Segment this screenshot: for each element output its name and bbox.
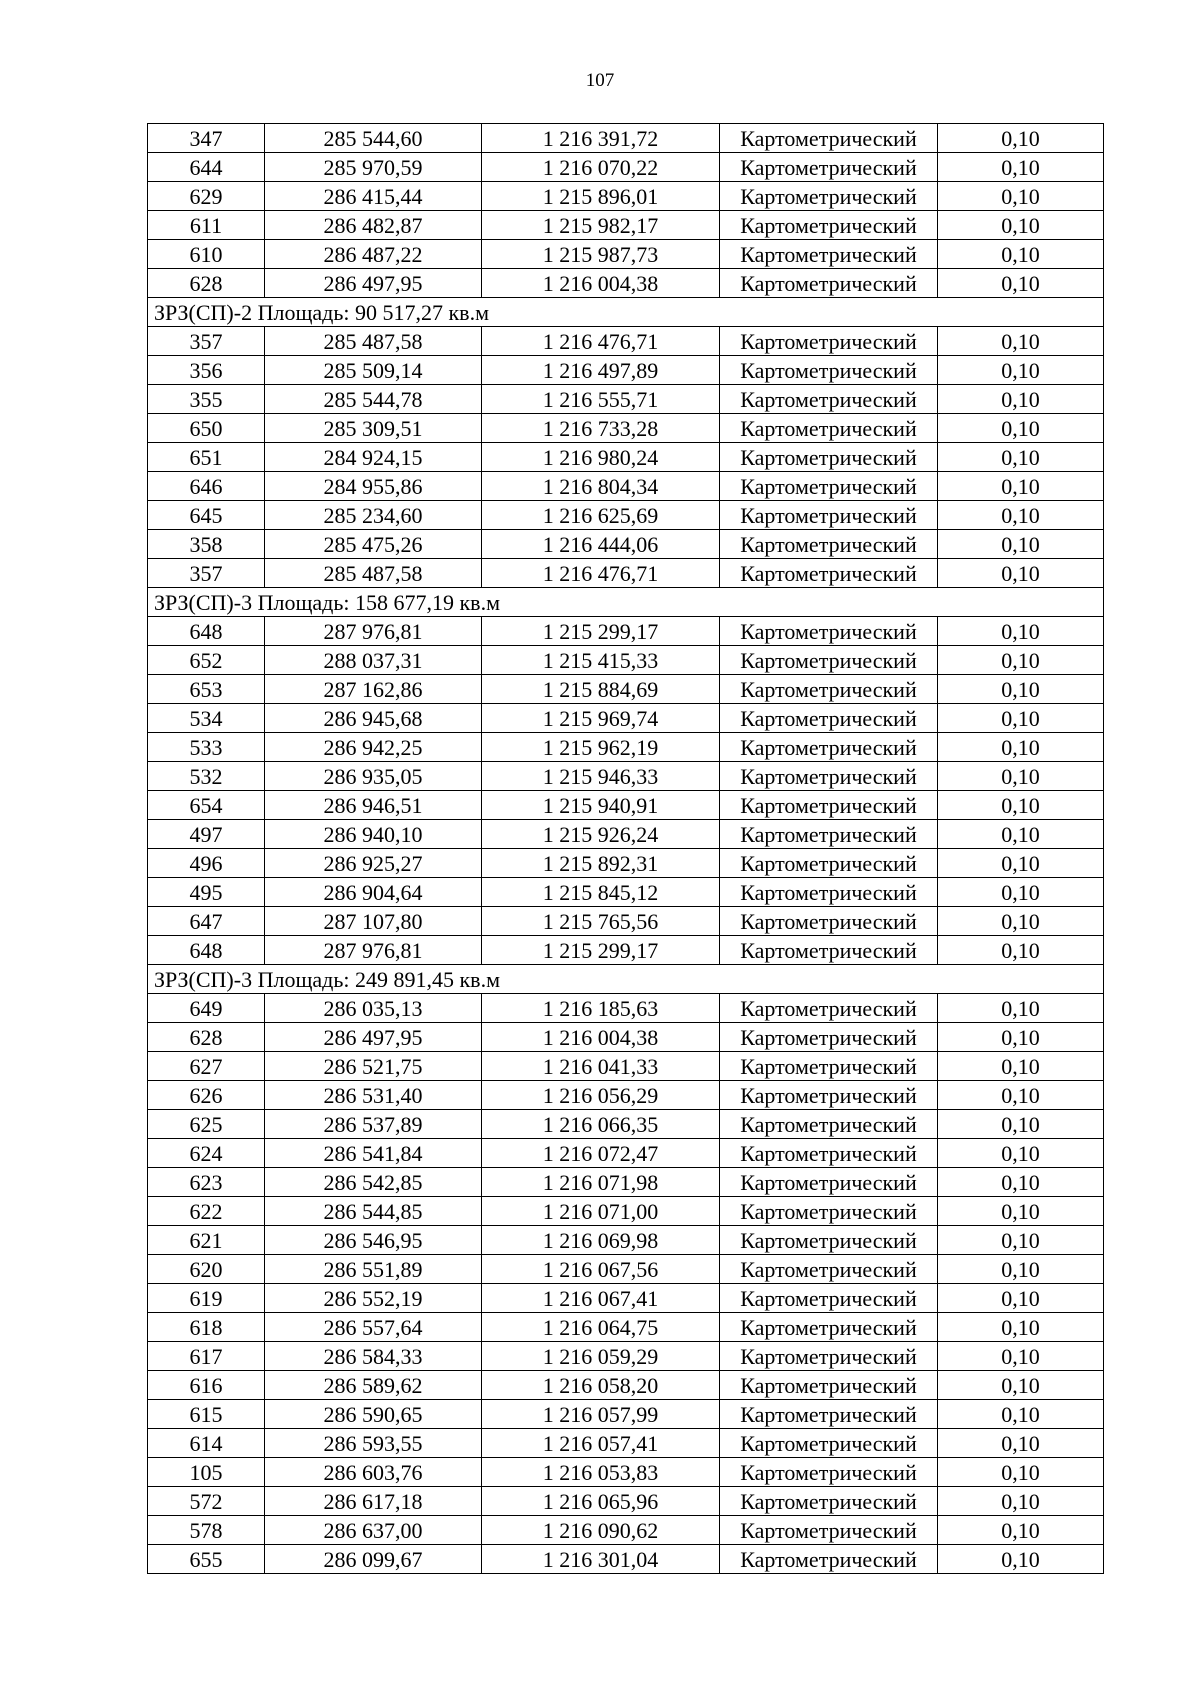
section-title: ЗРЗ(СП)-2 Площадь: 90 517,27 кв.м — [148, 298, 1104, 327]
point-number-cell: 644 — [148, 153, 265, 182]
x-coordinate-cell: 286 487,22 — [265, 240, 482, 269]
method-cell: Картометрический — [720, 1081, 938, 1110]
method-cell: Картометрический — [720, 1255, 938, 1284]
point-number-cell: 655 — [148, 1545, 265, 1574]
x-coordinate-cell: 286 593,55 — [265, 1429, 482, 1458]
method-cell: Картометрический — [720, 849, 938, 878]
accuracy-cell: 0,10 — [938, 211, 1104, 240]
method-cell: Картометрический — [720, 356, 938, 385]
accuracy-cell: 0,10 — [938, 733, 1104, 762]
table-row — [148, 1052, 1104, 1081]
table-row — [148, 153, 1104, 182]
x-coordinate-cell: 287 976,81 — [265, 617, 482, 646]
point-number-cell: 651 — [148, 443, 265, 472]
accuracy-cell: 0,10 — [938, 472, 1104, 501]
table-row — [148, 617, 1104, 646]
point-number-cell: 620 — [148, 1255, 265, 1284]
accuracy-cell: 0,10 — [938, 1545, 1104, 1574]
x-coordinate-cell: 286 603,76 — [265, 1458, 482, 1487]
x-coordinate-cell: 287 976,81 — [265, 936, 482, 965]
method-cell: Картометрический — [720, 646, 938, 675]
point-number-cell: 622 — [148, 1197, 265, 1226]
method-cell: Картометрический — [720, 1110, 938, 1139]
table-row — [148, 791, 1104, 820]
point-number-cell: 614 — [148, 1429, 265, 1458]
table-row — [148, 1168, 1104, 1197]
y-coordinate-cell: 1 216 057,41 — [482, 1429, 720, 1458]
section-header-row — [148, 588, 1104, 617]
x-coordinate-cell: 286 617,18 — [265, 1487, 482, 1516]
table-row — [148, 1400, 1104, 1429]
y-coordinate-cell: 1 216 625,69 — [482, 501, 720, 530]
accuracy-cell: 0,10 — [938, 240, 1104, 269]
table-row — [148, 1023, 1104, 1052]
table-row — [148, 472, 1104, 501]
y-coordinate-cell: 1 216 072,47 — [482, 1139, 720, 1168]
accuracy-cell: 0,10 — [938, 182, 1104, 211]
table-row — [148, 994, 1104, 1023]
method-cell: Картометрический — [720, 385, 938, 414]
point-number-cell: 617 — [148, 1342, 265, 1371]
table-row — [148, 211, 1104, 240]
table-row — [148, 733, 1104, 762]
accuracy-cell: 0,10 — [938, 1168, 1104, 1197]
x-coordinate-cell: 285 544,78 — [265, 385, 482, 414]
accuracy-cell: 0,10 — [938, 675, 1104, 704]
method-cell: Картометрический — [720, 762, 938, 791]
point-number-cell: 628 — [148, 269, 265, 298]
accuracy-cell: 0,10 — [938, 704, 1104, 733]
point-number-cell: 355 — [148, 385, 265, 414]
table-row — [148, 1255, 1104, 1284]
method-cell: Картометрический — [720, 733, 938, 762]
accuracy-cell: 0,10 — [938, 907, 1104, 936]
y-coordinate-cell: 1 216 004,38 — [482, 1023, 720, 1052]
table-row — [148, 1313, 1104, 1342]
y-coordinate-cell: 1 216 301,04 — [482, 1545, 720, 1574]
method-cell: Картометрический — [720, 820, 938, 849]
table-row — [148, 646, 1104, 675]
method-cell: Картометрический — [720, 1023, 938, 1052]
x-coordinate-cell: 286 482,87 — [265, 211, 482, 240]
x-coordinate-cell: 288 037,31 — [265, 646, 482, 675]
point-number-cell: 357 — [148, 327, 265, 356]
x-coordinate-cell: 286 546,95 — [265, 1226, 482, 1255]
y-coordinate-cell: 1 216 056,29 — [482, 1081, 720, 1110]
table-row — [148, 1487, 1104, 1516]
table-row — [148, 1458, 1104, 1487]
table-row — [148, 704, 1104, 733]
accuracy-cell: 0,10 — [938, 1429, 1104, 1458]
y-coordinate-cell: 1 215 969,74 — [482, 704, 720, 733]
point-number-cell: 649 — [148, 994, 265, 1023]
accuracy-cell: 0,10 — [938, 124, 1104, 153]
accuracy-cell: 0,10 — [938, 1284, 1104, 1313]
point-number-cell: 497 — [148, 820, 265, 849]
y-coordinate-cell: 1 215 946,33 — [482, 762, 720, 791]
accuracy-cell: 0,10 — [938, 1052, 1104, 1081]
table-row — [148, 762, 1104, 791]
x-coordinate-cell: 286 584,33 — [265, 1342, 482, 1371]
x-coordinate-cell: 286 544,85 — [265, 1197, 482, 1226]
method-cell: Картометрический — [720, 240, 938, 269]
x-coordinate-cell: 286 946,51 — [265, 791, 482, 820]
x-coordinate-cell: 286 557,64 — [265, 1313, 482, 1342]
method-cell: Картометрический — [720, 1226, 938, 1255]
x-coordinate-cell: 285 309,51 — [265, 414, 482, 443]
x-coordinate-cell: 286 552,19 — [265, 1284, 482, 1313]
method-cell: Картометрический — [720, 878, 938, 907]
x-coordinate-cell: 286 942,25 — [265, 733, 482, 762]
y-coordinate-cell: 1 215 896,01 — [482, 182, 720, 211]
accuracy-cell: 0,10 — [938, 820, 1104, 849]
x-coordinate-cell: 286 551,89 — [265, 1255, 482, 1284]
method-cell: Картометрический — [720, 1139, 938, 1168]
y-coordinate-cell: 1 216 041,33 — [482, 1052, 720, 1081]
y-coordinate-cell: 1 215 940,91 — [482, 791, 720, 820]
y-coordinate-cell: 1 216 476,71 — [482, 327, 720, 356]
y-coordinate-cell: 1 216 067,56 — [482, 1255, 720, 1284]
y-coordinate-cell: 1 215 415,33 — [482, 646, 720, 675]
point-number-cell: 652 — [148, 646, 265, 675]
table-row — [148, 240, 1104, 269]
accuracy-cell: 0,10 — [938, 1226, 1104, 1255]
table-row — [148, 1081, 1104, 1110]
accuracy-cell: 0,10 — [938, 385, 1104, 414]
point-number-cell: 358 — [148, 530, 265, 559]
table-row — [148, 356, 1104, 385]
x-coordinate-cell: 284 924,15 — [265, 443, 482, 472]
point-number-cell: 645 — [148, 501, 265, 530]
x-coordinate-cell: 286 497,95 — [265, 269, 482, 298]
accuracy-cell: 0,10 — [938, 878, 1104, 907]
point-number-cell: 629 — [148, 182, 265, 211]
y-coordinate-cell: 1 216 090,62 — [482, 1516, 720, 1545]
method-cell: Картометрический — [720, 1342, 938, 1371]
x-coordinate-cell: 286 531,40 — [265, 1081, 482, 1110]
y-coordinate-cell: 1 215 962,19 — [482, 733, 720, 762]
table-row — [148, 530, 1104, 559]
y-coordinate-cell: 1 215 982,17 — [482, 211, 720, 240]
method-cell: Картометрический — [720, 559, 938, 588]
accuracy-cell: 0,10 — [938, 530, 1104, 559]
y-coordinate-cell: 1 215 892,31 — [482, 849, 720, 878]
method-cell: Картометрический — [720, 211, 938, 240]
point-number-cell: 496 — [148, 849, 265, 878]
table-row — [148, 559, 1104, 588]
point-number-cell: 648 — [148, 936, 265, 965]
y-coordinate-cell: 1 216 444,06 — [482, 530, 720, 559]
method-cell: Картометрический — [720, 791, 938, 820]
x-coordinate-cell: 284 955,86 — [265, 472, 482, 501]
method-cell: Картометрический — [720, 1545, 938, 1574]
x-coordinate-cell: 286 099,67 — [265, 1545, 482, 1574]
method-cell: Картометрический — [720, 1168, 938, 1197]
y-coordinate-cell: 1 216 071,00 — [482, 1197, 720, 1226]
point-number-cell: 610 — [148, 240, 265, 269]
point-number-cell: 578 — [148, 1516, 265, 1545]
y-coordinate-cell: 1 216 391,72 — [482, 124, 720, 153]
point-number-cell: 615 — [148, 1400, 265, 1429]
x-coordinate-cell: 286 542,85 — [265, 1168, 482, 1197]
point-number-cell: 572 — [148, 1487, 265, 1516]
section-header-row — [148, 298, 1104, 327]
y-coordinate-cell: 1 216 004,38 — [482, 269, 720, 298]
y-coordinate-cell: 1 216 069,98 — [482, 1226, 720, 1255]
method-cell: Картометрический — [720, 1400, 938, 1429]
y-coordinate-cell: 1 216 067,41 — [482, 1284, 720, 1313]
point-number-cell: 650 — [148, 414, 265, 443]
y-coordinate-cell: 1 215 845,12 — [482, 878, 720, 907]
method-cell: Картометрический — [720, 182, 938, 211]
x-coordinate-cell: 286 541,84 — [265, 1139, 482, 1168]
method-cell: Картометрический — [720, 1458, 938, 1487]
method-cell: Картометрический — [720, 269, 938, 298]
point-number-cell: 628 — [148, 1023, 265, 1052]
accuracy-cell: 0,10 — [938, 356, 1104, 385]
y-coordinate-cell: 1 215 884,69 — [482, 675, 720, 704]
point-number-cell: 647 — [148, 907, 265, 936]
method-cell: Картометрический — [720, 617, 938, 646]
accuracy-cell: 0,10 — [938, 501, 1104, 530]
table-row — [148, 1284, 1104, 1313]
accuracy-cell: 0,10 — [938, 1197, 1104, 1226]
table-row — [148, 907, 1104, 936]
x-coordinate-cell: 286 589,62 — [265, 1371, 482, 1400]
y-coordinate-cell: 1 216 476,71 — [482, 559, 720, 588]
y-coordinate-cell: 1 216 058,20 — [482, 1371, 720, 1400]
section-header-row — [148, 965, 1104, 994]
point-number-cell: 654 — [148, 791, 265, 820]
x-coordinate-cell: 285 544,60 — [265, 124, 482, 153]
y-coordinate-cell: 1 216 555,71 — [482, 385, 720, 414]
method-cell: Картометрический — [720, 1052, 938, 1081]
point-number-cell: 625 — [148, 1110, 265, 1139]
point-number-cell: 653 — [148, 675, 265, 704]
x-coordinate-cell: 286 945,68 — [265, 704, 482, 733]
table-row — [148, 1110, 1104, 1139]
accuracy-cell: 0,10 — [938, 791, 1104, 820]
y-coordinate-cell: 1 216 057,99 — [482, 1400, 720, 1429]
accuracy-cell: 0,10 — [938, 559, 1104, 588]
section-title: ЗРЗ(СП)-3 Площадь: 249 891,45 кв.м — [148, 965, 1104, 994]
y-coordinate-cell: 1 216 733,28 — [482, 414, 720, 443]
table-row — [148, 414, 1104, 443]
point-number-cell: 618 — [148, 1313, 265, 1342]
table-row — [148, 182, 1104, 211]
accuracy-cell: 0,10 — [938, 1081, 1104, 1110]
point-number-cell: 646 — [148, 472, 265, 501]
table-row — [148, 1371, 1104, 1400]
accuracy-cell: 0,10 — [938, 1313, 1104, 1342]
accuracy-cell: 0,10 — [938, 414, 1104, 443]
coordinates-table — [147, 123, 1104, 1574]
method-cell: Картометрический — [720, 704, 938, 733]
method-cell: Картометрический — [720, 1429, 938, 1458]
y-coordinate-cell: 1 215 765,56 — [482, 907, 720, 936]
x-coordinate-cell: 285 970,59 — [265, 153, 482, 182]
y-coordinate-cell: 1 215 299,17 — [482, 936, 720, 965]
table-row — [148, 1139, 1104, 1168]
x-coordinate-cell: 286 940,10 — [265, 820, 482, 849]
point-number-cell: 623 — [148, 1168, 265, 1197]
table-row — [148, 327, 1104, 356]
table-row — [148, 936, 1104, 965]
point-number-cell: 621 — [148, 1226, 265, 1255]
x-coordinate-cell: 286 935,05 — [265, 762, 482, 791]
table-row — [148, 1545, 1104, 1574]
y-coordinate-cell: 1 216 980,24 — [482, 443, 720, 472]
accuracy-cell: 0,10 — [938, 1400, 1104, 1429]
table-row — [148, 443, 1104, 472]
point-number-cell: 495 — [148, 878, 265, 907]
accuracy-cell: 0,10 — [938, 1458, 1104, 1487]
y-coordinate-cell: 1 216 804,34 — [482, 472, 720, 501]
x-coordinate-cell: 286 904,64 — [265, 878, 482, 907]
point-number-cell: 624 — [148, 1139, 265, 1168]
point-number-cell: 357 — [148, 559, 265, 588]
accuracy-cell: 0,10 — [938, 1342, 1104, 1371]
method-cell: Картометрический — [720, 1197, 938, 1226]
point-number-cell: 619 — [148, 1284, 265, 1313]
page-number: 107 — [585, 70, 615, 91]
x-coordinate-cell: 285 509,14 — [265, 356, 482, 385]
point-number-cell: 532 — [148, 762, 265, 791]
method-cell: Картометрический — [720, 501, 938, 530]
method-cell: Картометрический — [720, 472, 938, 501]
x-coordinate-cell: 286 590,65 — [265, 1400, 482, 1429]
x-coordinate-cell: 286 497,95 — [265, 1023, 482, 1052]
y-coordinate-cell: 1 215 926,24 — [482, 820, 720, 849]
x-coordinate-cell: 286 537,89 — [265, 1110, 482, 1139]
table-row — [148, 849, 1104, 878]
accuracy-cell: 0,10 — [938, 153, 1104, 182]
accuracy-cell: 0,10 — [938, 936, 1104, 965]
accuracy-cell: 0,10 — [938, 327, 1104, 356]
table-row — [148, 124, 1104, 153]
table-row — [148, 675, 1104, 704]
method-cell: Картометрический — [720, 675, 938, 704]
accuracy-cell: 0,10 — [938, 1023, 1104, 1052]
method-cell: Картометрический — [720, 1313, 938, 1342]
y-coordinate-cell: 1 216 065,96 — [482, 1487, 720, 1516]
x-coordinate-cell: 286 637,00 — [265, 1516, 482, 1545]
method-cell: Картометрический — [720, 1284, 938, 1313]
method-cell: Картометрический — [720, 1487, 938, 1516]
point-number-cell: 105 — [148, 1458, 265, 1487]
table-row — [148, 878, 1104, 907]
point-number-cell: 626 — [148, 1081, 265, 1110]
accuracy-cell: 0,10 — [938, 646, 1104, 675]
accuracy-cell: 0,10 — [938, 1139, 1104, 1168]
table-row — [148, 1197, 1104, 1226]
y-coordinate-cell: 1 216 185,63 — [482, 994, 720, 1023]
y-coordinate-cell: 1 216 053,83 — [482, 1458, 720, 1487]
point-number-cell: 347 — [148, 124, 265, 153]
accuracy-cell: 0,10 — [938, 762, 1104, 791]
method-cell: Картометрический — [720, 153, 938, 182]
x-coordinate-cell: 285 487,58 — [265, 327, 482, 356]
point-number-cell: 534 — [148, 704, 265, 733]
method-cell: Картометрический — [720, 443, 938, 472]
point-number-cell: 611 — [148, 211, 265, 240]
method-cell: Картометрический — [720, 936, 938, 965]
point-number-cell: 356 — [148, 356, 265, 385]
accuracy-cell: 0,10 — [938, 1255, 1104, 1284]
method-cell: Картометрический — [720, 907, 938, 936]
coordinates-table-body — [148, 124, 1104, 1574]
y-coordinate-cell: 1 216 070,22 — [482, 153, 720, 182]
y-coordinate-cell: 1 215 987,73 — [482, 240, 720, 269]
table-row — [148, 385, 1104, 414]
method-cell: Картометрический — [720, 1516, 938, 1545]
accuracy-cell: 0,10 — [938, 1110, 1104, 1139]
method-cell: Картометрический — [720, 124, 938, 153]
y-coordinate-cell: 1 215 299,17 — [482, 617, 720, 646]
x-coordinate-cell: 285 487,58 — [265, 559, 482, 588]
accuracy-cell: 0,10 — [938, 1371, 1104, 1400]
point-number-cell: 616 — [148, 1371, 265, 1400]
y-coordinate-cell: 1 216 064,75 — [482, 1313, 720, 1342]
table-row — [148, 1429, 1104, 1458]
accuracy-cell: 0,10 — [938, 269, 1104, 298]
point-number-cell: 533 — [148, 733, 265, 762]
x-coordinate-cell: 287 162,86 — [265, 675, 482, 704]
x-coordinate-cell: 287 107,80 — [265, 907, 482, 936]
x-coordinate-cell: 286 415,44 — [265, 182, 482, 211]
method-cell: Картометрический — [720, 994, 938, 1023]
table-row — [148, 269, 1104, 298]
x-coordinate-cell: 285 475,26 — [265, 530, 482, 559]
x-coordinate-cell: 286 521,75 — [265, 1052, 482, 1081]
x-coordinate-cell: 286 035,13 — [265, 994, 482, 1023]
table-row — [148, 1342, 1104, 1371]
table-row — [148, 1226, 1104, 1255]
point-number-cell: 648 — [148, 617, 265, 646]
accuracy-cell: 0,10 — [938, 849, 1104, 878]
accuracy-cell: 0,10 — [938, 1516, 1104, 1545]
table-row — [148, 501, 1104, 530]
y-coordinate-cell: 1 216 497,89 — [482, 356, 720, 385]
method-cell: Картометрический — [720, 327, 938, 356]
y-coordinate-cell: 1 216 066,35 — [482, 1110, 720, 1139]
accuracy-cell: 0,10 — [938, 617, 1104, 646]
method-cell: Картометрический — [720, 414, 938, 443]
method-cell: Картометрический — [720, 1371, 938, 1400]
point-number-cell: 627 — [148, 1052, 265, 1081]
accuracy-cell: 0,10 — [938, 443, 1104, 472]
x-coordinate-cell: 286 925,27 — [265, 849, 482, 878]
y-coordinate-cell: 1 216 071,98 — [482, 1168, 720, 1197]
accuracy-cell: 0,10 — [938, 994, 1104, 1023]
accuracy-cell: 0,10 — [938, 1487, 1104, 1516]
method-cell: Картометрический — [720, 530, 938, 559]
y-coordinate-cell: 1 216 059,29 — [482, 1342, 720, 1371]
table-row — [148, 820, 1104, 849]
section-title: ЗРЗ(СП)-3 Площадь: 158 677,19 кв.м — [148, 588, 1104, 617]
table-row — [148, 1516, 1104, 1545]
x-coordinate-cell: 285 234,60 — [265, 501, 482, 530]
